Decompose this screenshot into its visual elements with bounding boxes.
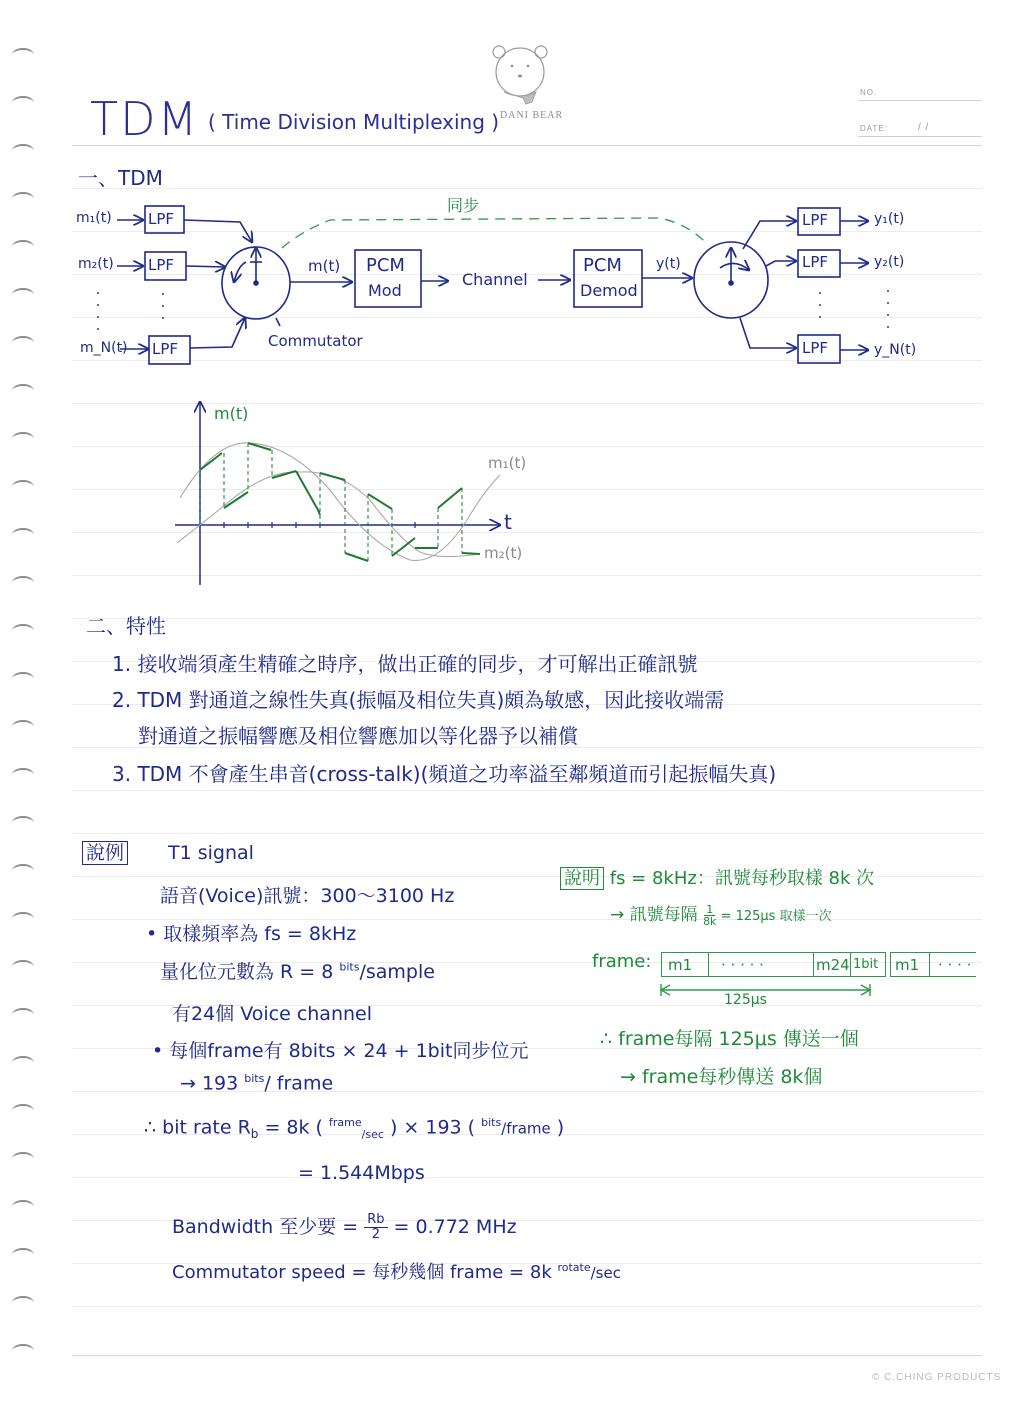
commutator-speed-sup: rotate bbox=[557, 1261, 591, 1274]
voice-band-line: 語音(Voice)訊號：300～3100 Hz bbox=[160, 885, 455, 907]
fraction-bottom: 8k bbox=[703, 914, 717, 928]
sampling-rate-line: • 取樣頻率為 fs = 8kHz bbox=[146, 923, 357, 945]
explanation-text-1: fs = 8kHz：訊號每秒取樣 8k 次 bbox=[609, 868, 875, 889]
x-axis-label: t bbox=[504, 510, 512, 534]
frame-cell: m1 bbox=[890, 952, 929, 977]
characteristic-item-2-cont: 對通道之振幅響應及相位響應加以等化器予以補償 bbox=[138, 724, 578, 748]
bandwidth-fraction bbox=[364, 1213, 387, 1242]
bitrate-mid-1: = 8k ( bbox=[258, 1116, 330, 1139]
ring-icon bbox=[12, 1200, 34, 1214]
quantization-sup: bits bbox=[339, 960, 360, 974]
bitrate-frac-1-bottom: /sec bbox=[361, 1128, 384, 1142]
frame-cell: m24 bbox=[813, 952, 850, 977]
input-label-1: m₁(t) bbox=[76, 210, 112, 226]
rule bbox=[72, 1306, 982, 1307]
page-subtitle: ( Time Division Multiplexing ) bbox=[208, 110, 500, 134]
ring-icon bbox=[12, 1008, 34, 1022]
output-label-1: y₁(t) bbox=[874, 211, 905, 227]
output-lpf-1: LPF bbox=[802, 211, 829, 229]
frame-cell: · · · · · bbox=[708, 952, 813, 977]
ring-icon bbox=[12, 1248, 34, 1262]
sync-label: 同步 bbox=[447, 196, 480, 215]
fraction-top: 1 bbox=[706, 902, 714, 916]
logo-text: DANI BEAR bbox=[500, 110, 564, 121]
frame-bits-line: • 每個frame有 8bits × 24 + 1bit同步位元 bbox=[152, 1040, 529, 1062]
commutator-speed-line bbox=[172, 1258, 621, 1284]
channel-label: Channel bbox=[462, 270, 528, 289]
pcm-demod-line-2: Demod bbox=[580, 281, 638, 300]
section-1-heading: 一、TDM bbox=[78, 166, 163, 190]
page-title: TDM bbox=[90, 92, 200, 146]
frame-label: frame: bbox=[592, 951, 652, 972]
output-label-2: y₂(t) bbox=[874, 254, 905, 270]
frame-cell: m1 bbox=[661, 952, 708, 977]
bandwidth-prefix: Bandwidth 至少要 = bbox=[172, 1216, 365, 1238]
bandwidth-result: = 0.772 MHz bbox=[387, 1216, 517, 1238]
frame-cell: · · · · bbox=[929, 952, 976, 977]
input-label-n: m_N(t) bbox=[80, 340, 128, 356]
bitrate-frac-2-top: bits bbox=[481, 1116, 502, 1129]
frame-total-sup: bits bbox=[244, 1072, 265, 1085]
bitrate-line bbox=[144, 1116, 564, 1141]
bandwidth-numerator: Rb bbox=[364, 1213, 387, 1228]
bitrate-frac-2-bottom: /frame bbox=[501, 1119, 551, 1138]
pcm-mod-line-1: PCM bbox=[366, 255, 405, 276]
bitrate-frac-1-top: frame bbox=[329, 1116, 362, 1129]
bitrate-end: ) bbox=[550, 1116, 565, 1139]
demod-output-label: y(t) bbox=[656, 256, 681, 272]
output-label-n: y_N(t) bbox=[874, 342, 917, 358]
explanation-line-2-prefix: → 訊號每隔 bbox=[610, 905, 704, 925]
brand-footer: © C.CHING PRODUCTS bbox=[872, 1372, 1002, 1383]
rule bbox=[72, 1177, 982, 1178]
characteristic-item-1: 1. 接收端須產生精確之時序，做出正確的同步，才可解出正確訊號 bbox=[112, 652, 698, 676]
bitrate-result: = 1.544Mbps bbox=[298, 1162, 425, 1184]
quantization-unit: /sample bbox=[359, 961, 435, 983]
conclusion-line-2: → frame每秒傳送 8k個 bbox=[620, 1066, 823, 1088]
y-axis-label: m(t) bbox=[214, 404, 249, 423]
voice-channels-line: 有24個 Voice channel bbox=[172, 1003, 373, 1025]
date-label: DATE: bbox=[860, 124, 888, 133]
conclusion-line-1: ∴ frame每隔 125μs 傳送一個 bbox=[600, 1028, 859, 1050]
ring-icon bbox=[12, 1152, 34, 1166]
ring-icon bbox=[12, 1104, 34, 1118]
output-lpf-2: LPF bbox=[802, 253, 829, 271]
example-title: T1 signal bbox=[168, 842, 254, 864]
quantization-prefix: 量化位元數為 R = 8 bbox=[160, 961, 340, 983]
bitrate-sub: b bbox=[250, 1127, 259, 1142]
input-lpf-2: LPF bbox=[148, 256, 175, 274]
input-lpf-n: LPF bbox=[152, 340, 179, 358]
footer-rule bbox=[72, 1355, 982, 1356]
frame-total-line bbox=[180, 1072, 333, 1094]
bitrate-mid-2: ) × 193 ( bbox=[383, 1116, 482, 1139]
frame-total-unit: / frame bbox=[264, 1072, 334, 1095]
date-value: / / bbox=[918, 122, 930, 133]
characteristic-item-3: 3. TDM 不會產生串音(cross-talk)(頻道之功率溢至鄰頻道而引起振幅失真) bbox=[112, 762, 777, 786]
bitrate-prefix: ∴ bit rate R bbox=[144, 1116, 251, 1139]
curve-2-label: m₂(t) bbox=[484, 544, 523, 562]
characteristic-item-2: 2. TDM 對通道之線性失真(振幅及相位失真)頗為敏感，因此接收端需 bbox=[112, 688, 725, 712]
bandwidth-denominator: 2 bbox=[371, 1227, 380, 1242]
input-lpf-1: LPF bbox=[148, 210, 175, 228]
ring-icon bbox=[12, 1344, 34, 1358]
mux-output-label: m(t) bbox=[308, 257, 341, 275]
commutator-speed-unit: /sec bbox=[590, 1264, 621, 1282]
ring-icon bbox=[12, 1056, 34, 1070]
explanation-tag: 說明 bbox=[560, 867, 604, 890]
output-lpf-n: LPF bbox=[802, 339, 829, 357]
frame-cell-sync-bit: 1bit bbox=[850, 952, 886, 977]
pcm-demod-line-1: PCM bbox=[583, 255, 622, 276]
example-tag-label: 說例 bbox=[82, 841, 128, 865]
commutator-speed-prefix: Commutator speed = 每秒幾個 frame = 8k bbox=[172, 1262, 558, 1283]
commutator-label: Commutator bbox=[268, 332, 363, 350]
bandwidth-line bbox=[172, 1212, 517, 1242]
ring-icon bbox=[12, 1296, 34, 1310]
curve-1-label: m₁(t) bbox=[488, 454, 527, 472]
input-label-2: m₂(t) bbox=[78, 256, 114, 272]
no-label: NO. bbox=[860, 88, 878, 97]
pcm-mod-line-2: Mod bbox=[368, 281, 402, 300]
frame-total-prefix: → 193 bbox=[180, 1072, 245, 1095]
section-2-heading: 二、特性 bbox=[86, 614, 166, 638]
frame-span-label: 125μs bbox=[724, 992, 767, 1008]
explanation-line-2-suffix: = 125μs 取樣一次 bbox=[716, 909, 832, 924]
